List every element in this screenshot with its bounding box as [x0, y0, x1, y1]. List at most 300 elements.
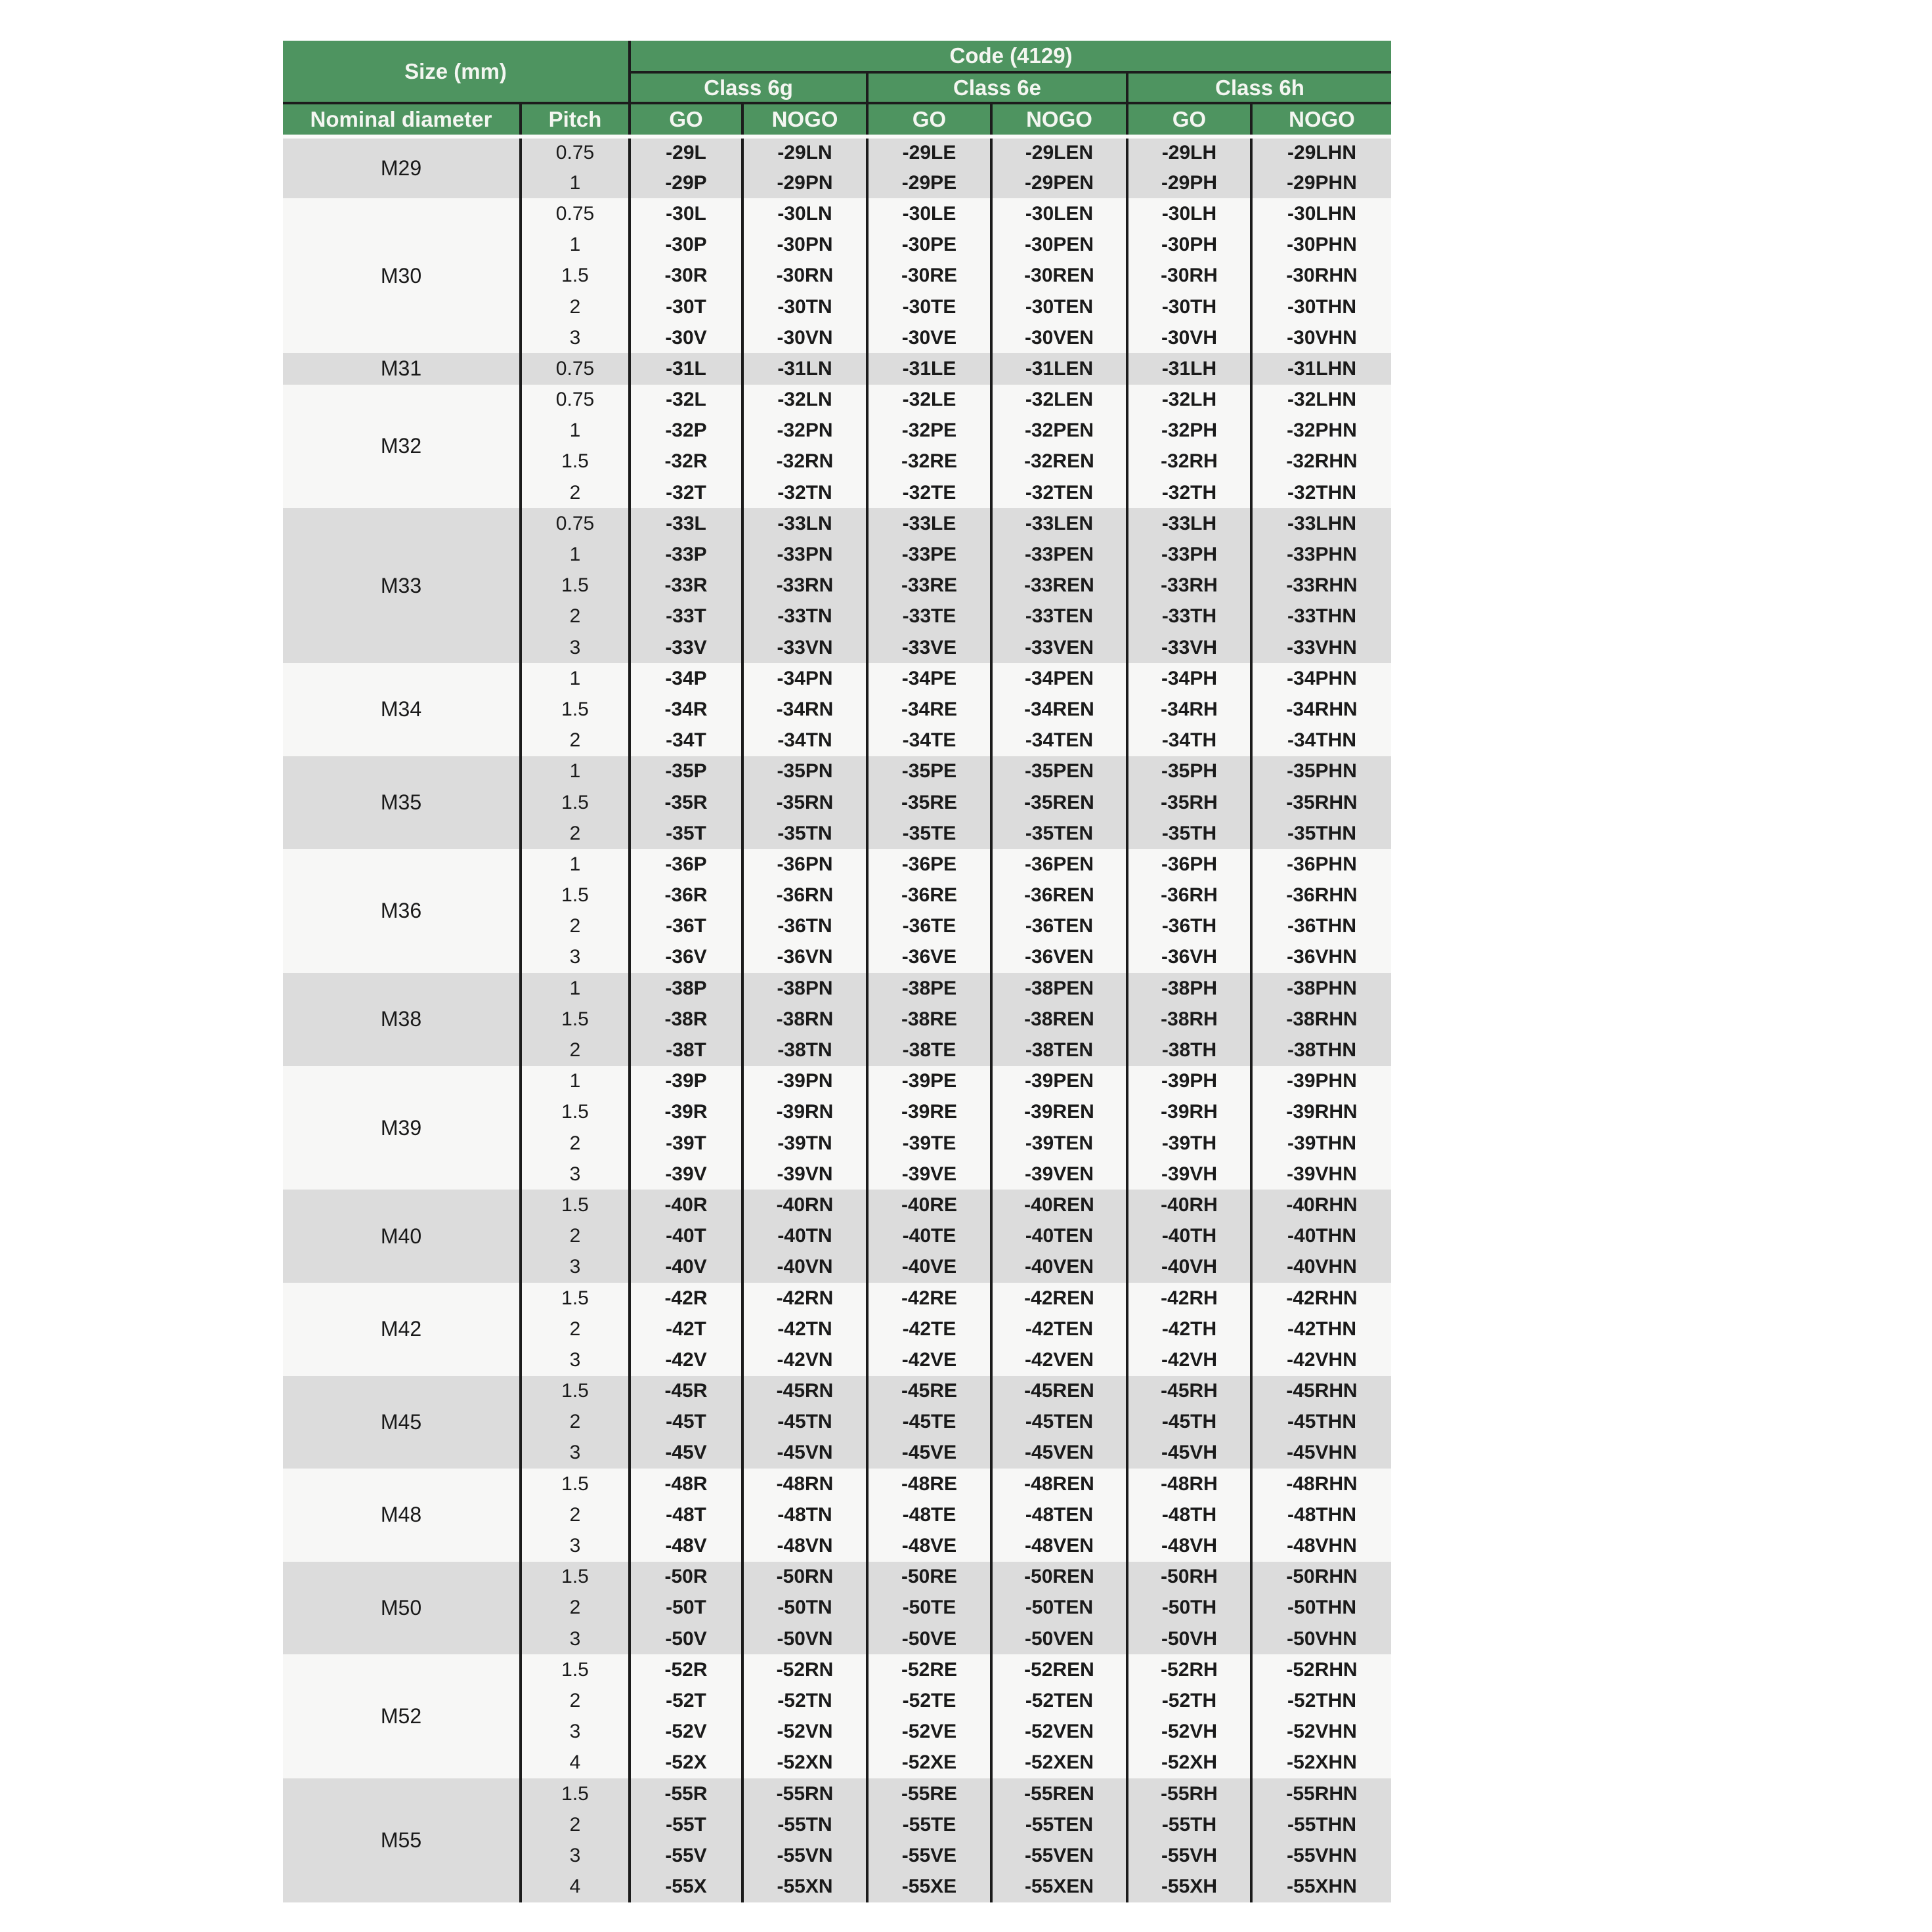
code-cell: -39TE [867, 1128, 991, 1159]
code-cell: -30PE [867, 230, 991, 261]
code-cell: -36TH [1127, 911, 1251, 942]
code-cell: -39T [630, 1128, 742, 1159]
header-row-columns [283, 103, 1391, 137]
code-cell: -55TE [867, 1809, 991, 1840]
code-cell: -42REN [991, 1283, 1127, 1314]
code-cell: -34TH [1127, 725, 1251, 756]
code-cell: -32PN [742, 416, 867, 446]
code-cell: -55THN [1251, 1809, 1391, 1840]
code-cell: -34RH [1127, 694, 1251, 725]
code-cell: -52RN [742, 1654, 867, 1685]
code-cell: -50VHN [1251, 1623, 1391, 1654]
code-cell: -32TN [742, 477, 867, 508]
code-cell: -52XHN [1251, 1748, 1391, 1778]
code-cell: -40VE [867, 1252, 991, 1283]
code-cell: -36VH [1127, 942, 1251, 973]
code-cell: -33T [630, 601, 742, 632]
table-row [283, 385, 1391, 416]
go-header-6e: GO [867, 103, 991, 137]
code-cell: -30TH [1127, 291, 1251, 322]
code-cell: -32PHN [1251, 416, 1391, 446]
diameter-cell: M55 [283, 1778, 521, 1902]
code-cell: -38TH [1127, 1035, 1251, 1065]
pitch-cell: 2 [521, 1128, 630, 1159]
code-cell: -48TN [742, 1499, 867, 1530]
header-row-size-code [283, 41, 1391, 72]
code-cell: -42TN [742, 1314, 867, 1344]
code-cell: -40V [630, 1252, 742, 1283]
code-cell: -33PH [1127, 539, 1251, 570]
table-row [283, 137, 1391, 167]
code-cell: -45THN [1251, 1407, 1391, 1438]
code-cell: -52XH [1127, 1748, 1251, 1778]
code-cell: -30V [630, 322, 742, 353]
code-cell: -55TEN [991, 1809, 1127, 1840]
table-row [283, 508, 1391, 539]
pitch-cell: 1.5 [521, 1469, 630, 1499]
code-cell: -40THN [1251, 1221, 1391, 1252]
code-cell: -38RN [742, 1004, 867, 1035]
table-row [283, 353, 1391, 384]
code-cell: -32TH [1127, 477, 1251, 508]
code-cell: -36RE [867, 880, 991, 911]
pitch-cell: 1 [521, 663, 630, 694]
code-cell: -30RHN [1251, 261, 1391, 291]
code-cell: -29PE [867, 167, 991, 198]
class-6h-header: Class 6h [1127, 72, 1391, 103]
pitch-cell: 0.75 [521, 198, 630, 229]
code-cell: -33TE [867, 601, 991, 632]
table-row [283, 1376, 1391, 1407]
code-cell: -45RN [742, 1376, 867, 1407]
code-cell: -32PE [867, 416, 991, 446]
code-cell: -39TN [742, 1128, 867, 1159]
pitch-cell: 3 [521, 1438, 630, 1469]
code-cell: -52RE [867, 1654, 991, 1685]
code-cell: -39VN [742, 1159, 867, 1190]
pitch-cell: 1.5 [521, 446, 630, 477]
code-cell: -36P [630, 849, 742, 880]
code-cell: -36THN [1251, 911, 1391, 942]
pitch-cell: 1 [521, 849, 630, 880]
pitch-cell: 1 [521, 973, 630, 1004]
code-cell: -29PH [1127, 167, 1251, 198]
code-cell: -50T [630, 1593, 742, 1623]
code-cell: -32RH [1127, 446, 1251, 477]
table-row [283, 1469, 1391, 1499]
code-cell: -48RN [742, 1469, 867, 1499]
diameter-cell: M50 [283, 1562, 521, 1655]
pitch-cell: 2 [521, 1685, 630, 1716]
code-cell: -34TEN [991, 725, 1127, 756]
code-cell: -32LH [1127, 385, 1251, 416]
code-cell: -48VH [1127, 1530, 1251, 1561]
code-cell: -45VN [742, 1438, 867, 1469]
pitch-cell: 3 [521, 1159, 630, 1190]
code-cell: -52XEN [991, 1748, 1127, 1778]
code-cell: -33V [630, 632, 742, 663]
pitch-cell: 3 [521, 632, 630, 663]
code-cell: -40TE [867, 1221, 991, 1252]
code-cell: -39PN [742, 1066, 867, 1097]
code-cell: -33REN [991, 570, 1127, 601]
table-row [283, 849, 1391, 880]
code-cell: -48RH [1127, 1469, 1251, 1499]
code-cell: -30LN [742, 198, 867, 229]
code-cell: -55VE [867, 1840, 991, 1871]
code-cell: -31LE [867, 353, 991, 384]
code-cell: -40REN [991, 1190, 1127, 1220]
diameter-cell: M36 [283, 849, 521, 973]
code-cell: -33VH [1127, 632, 1251, 663]
code-cell: -36RH [1127, 880, 1251, 911]
code-cell: -39RH [1127, 1097, 1251, 1128]
pitch-cell: 3 [521, 1252, 630, 1283]
code-cell: -39VH [1127, 1159, 1251, 1190]
table-row [283, 756, 1391, 787]
pitch-cell: 1.5 [521, 1376, 630, 1407]
code-cell: -55XEN [991, 1872, 1127, 1902]
code-cell: -36RN [742, 880, 867, 911]
code-cell: -35R [630, 787, 742, 818]
size-header: Size (mm) [283, 41, 630, 103]
code-cell: -40TH [1127, 1221, 1251, 1252]
pitch-cell: 2 [521, 1499, 630, 1530]
code-cell: -55VH [1127, 1840, 1251, 1871]
diameter-cell: M48 [283, 1469, 521, 1562]
code-cell: -52RH [1127, 1654, 1251, 1685]
code-header: Code (4129) [630, 41, 1391, 72]
code-cell: -32L [630, 385, 742, 416]
code-cell: -32LN [742, 385, 867, 416]
code-cell: -38P [630, 973, 742, 1004]
code-cell: -35RN [742, 787, 867, 818]
pitch-cell: 1.5 [521, 880, 630, 911]
code-cell: -39REN [991, 1097, 1127, 1128]
code-cell: -29PHN [1251, 167, 1391, 198]
code-cell: -38RH [1127, 1004, 1251, 1035]
pitch-cell: 2 [521, 1221, 630, 1252]
code-cell: -45TN [742, 1407, 867, 1438]
code-cell: -40RHN [1251, 1190, 1391, 1220]
diameter-cell: M39 [283, 1066, 521, 1190]
go-header-6h: GO [1127, 103, 1251, 137]
code-cell: -39RE [867, 1097, 991, 1128]
code-cell: -52VHN [1251, 1717, 1391, 1748]
pitch-cell: 1 [521, 230, 630, 261]
pitch-cell: 2 [521, 818, 630, 849]
class-6e-header: Class 6e [867, 72, 1127, 103]
code-cell: -36PN [742, 849, 867, 880]
pitch-cell: 3 [521, 1840, 630, 1871]
code-cell: -35PHN [1251, 756, 1391, 787]
code-cell: -35RH [1127, 787, 1251, 818]
code-cell: -30LH [1127, 198, 1251, 229]
pitch-cell: 1.5 [521, 694, 630, 725]
code-cell: -34P [630, 663, 742, 694]
code-cell: -35TEN [991, 818, 1127, 849]
code-cell: -36VE [867, 942, 991, 973]
code-cell: -40VH [1127, 1252, 1251, 1283]
code-cell: -42RHN [1251, 1283, 1391, 1314]
code-cell: -52RHN [1251, 1654, 1391, 1685]
code-cell: -30LEN [991, 198, 1127, 229]
table-body [283, 137, 1391, 1902]
diameter-cell: M30 [283, 198, 521, 353]
code-cell: -50REN [991, 1562, 1127, 1593]
code-cell: -39THN [1251, 1128, 1391, 1159]
code-cell: -42VN [742, 1344, 867, 1375]
pitch-cell: 4 [521, 1748, 630, 1778]
pitch-cell: 3 [521, 322, 630, 353]
code-cell: -55RHN [1251, 1778, 1391, 1809]
code-cell: -30VN [742, 322, 867, 353]
code-cell: -39R [630, 1097, 742, 1128]
code-cell: -38RE [867, 1004, 991, 1035]
code-cell: -42VE [867, 1344, 991, 1375]
code-cell: -31LEN [991, 353, 1127, 384]
code-cell: -52XN [742, 1748, 867, 1778]
code-cell: -50THN [1251, 1593, 1391, 1623]
pitch-cell: 2 [521, 1314, 630, 1344]
code-cell: -35P [630, 756, 742, 787]
table-row [283, 1778, 1391, 1809]
code-cell: -48R [630, 1469, 742, 1499]
code-cell: -45RH [1127, 1376, 1251, 1407]
code-cell: -40TEN [991, 1221, 1127, 1252]
code-cell: -55RE [867, 1778, 991, 1809]
code-cell: -50TN [742, 1593, 867, 1623]
code-cell: -52VH [1127, 1717, 1251, 1748]
table-row [283, 1066, 1391, 1097]
code-cell: -42R [630, 1283, 742, 1314]
pitch-cell: 2 [521, 911, 630, 942]
code-cell: -55REN [991, 1778, 1127, 1809]
pitch-cell: 2 [521, 1593, 630, 1623]
code-cell: -52XE [867, 1748, 991, 1778]
code-cell: -30PEN [991, 230, 1127, 261]
code-cell: -33LHN [1251, 508, 1391, 539]
code-cell: -36TE [867, 911, 991, 942]
code-cell: -34RHN [1251, 694, 1391, 725]
code-cell: -55XHN [1251, 1872, 1391, 1902]
code-cell: -55TH [1127, 1809, 1251, 1840]
code-cell: -55TN [742, 1809, 867, 1840]
code-cell: -52X [630, 1748, 742, 1778]
code-cell: -45R [630, 1376, 742, 1407]
code-cell: -34RN [742, 694, 867, 725]
pitch-cell: 1.5 [521, 1562, 630, 1593]
code-cell: -29LN [742, 137, 867, 167]
code-cell: -32PH [1127, 416, 1251, 446]
code-cell: -55XN [742, 1872, 867, 1902]
code-cell: -50TEN [991, 1593, 1127, 1623]
code-cell: -55VEN [991, 1840, 1127, 1871]
diameter-cell: M38 [283, 973, 521, 1066]
code-cell: -39VEN [991, 1159, 1127, 1190]
code-cell: -45TE [867, 1407, 991, 1438]
code-cell: -32T [630, 477, 742, 508]
code-cell: -33RE [867, 570, 991, 601]
code-cell: -30PN [742, 230, 867, 261]
code-cell: -36VHN [1251, 942, 1391, 973]
code-cell: -32LHN [1251, 385, 1391, 416]
pitch-cell: 1 [521, 539, 630, 570]
code-cell: -30TEN [991, 291, 1127, 322]
code-cell: -40VN [742, 1252, 867, 1283]
code-cell: -50TE [867, 1593, 991, 1623]
code-cell: -32TE [867, 477, 991, 508]
nominal-diameter-header: Nominal diameter [283, 103, 521, 137]
pitch-cell: 1.5 [521, 787, 630, 818]
diameter-cell: M42 [283, 1283, 521, 1376]
code-cell: -48TE [867, 1499, 991, 1530]
code-cell: -32RHN [1251, 446, 1391, 477]
code-cell: -52REN [991, 1654, 1127, 1685]
code-cell: -30PHN [1251, 230, 1391, 261]
pitch-cell: 2 [521, 1035, 630, 1065]
code-cell: -29PN [742, 167, 867, 198]
code-cell: -32LE [867, 385, 991, 416]
code-cell: -33PN [742, 539, 867, 570]
code-cell: -38PN [742, 973, 867, 1004]
code-cell: -35T [630, 818, 742, 849]
code-cell: -29PEN [991, 167, 1127, 198]
code-cell: -29L [630, 137, 742, 167]
code-cell: -45VE [867, 1438, 991, 1469]
code-cell: -45VEN [991, 1438, 1127, 1469]
code-cell: -52VE [867, 1717, 991, 1748]
code-cell: -36PH [1127, 849, 1251, 880]
code-cell: -50TH [1127, 1593, 1251, 1623]
code-cell: -33VE [867, 632, 991, 663]
code-cell: -39RHN [1251, 1097, 1391, 1128]
pitch-cell: 2 [521, 1407, 630, 1438]
code-cell: -42T [630, 1314, 742, 1344]
pitch-cell: 1.5 [521, 1778, 630, 1809]
code-cell: -50R [630, 1562, 742, 1593]
diameter-cell: M32 [283, 385, 521, 509]
diameter-cell: M34 [283, 663, 521, 756]
code-cell: -48TEN [991, 1499, 1127, 1530]
code-cell: -40TN [742, 1221, 867, 1252]
table-row [283, 1654, 1391, 1685]
code-cell: -30R [630, 261, 742, 291]
code-cell: -33THN [1251, 601, 1391, 632]
pitch-cell: 1.5 [521, 1190, 630, 1220]
code-cell: -48RE [867, 1469, 991, 1499]
code-cell: -33RHN [1251, 570, 1391, 601]
code-cell: -32REN [991, 446, 1127, 477]
code-cell: -32LEN [991, 385, 1127, 416]
code-cell: -32THN [1251, 477, 1391, 508]
code-cell: -50VH [1127, 1623, 1251, 1654]
code-cell: -38THN [1251, 1035, 1391, 1065]
code-cell: -48RHN [1251, 1469, 1391, 1499]
code-cell: -35TH [1127, 818, 1251, 849]
code-cell: -48VE [867, 1530, 991, 1561]
code-cell: -32PEN [991, 416, 1127, 446]
code-cell: -34THN [1251, 725, 1391, 756]
code-cell: -32RN [742, 446, 867, 477]
code-cell: -33PEN [991, 539, 1127, 570]
code-cell: -45V [630, 1438, 742, 1469]
code-cell: -55XE [867, 1872, 991, 1902]
code-cell: -55XH [1127, 1872, 1251, 1902]
code-cell: -38TN [742, 1035, 867, 1065]
code-cell: -40VEN [991, 1252, 1127, 1283]
code-cell: -45VH [1127, 1438, 1251, 1469]
code-cell: -36T [630, 911, 742, 942]
code-cell: -45RE [867, 1376, 991, 1407]
pitch-cell: 3 [521, 1530, 630, 1561]
code-cell: -48V [630, 1530, 742, 1561]
code-cell: -50RN [742, 1562, 867, 1593]
pitch-cell: 0.75 [521, 353, 630, 384]
code-cell: -29P [630, 167, 742, 198]
code-cell: -39RN [742, 1097, 867, 1128]
code-cell: -55VHN [1251, 1840, 1391, 1871]
code-cell: -42TH [1127, 1314, 1251, 1344]
code-cell: -55X [630, 1872, 742, 1902]
code-cell: -39TH [1127, 1128, 1251, 1159]
code-cell: -36TN [742, 911, 867, 942]
code-cell: -30T [630, 291, 742, 322]
code-cell: -55RN [742, 1778, 867, 1809]
code-cell: -30P [630, 230, 742, 261]
code-cell: -50RHN [1251, 1562, 1391, 1593]
pitch-cell: 4 [521, 1872, 630, 1902]
pitch-header: Pitch [521, 103, 630, 137]
code-cell: -50VE [867, 1623, 991, 1654]
code-cell: -36RHN [1251, 880, 1391, 911]
code-cell: -36REN [991, 880, 1127, 911]
code-cell: -36PEN [991, 849, 1127, 880]
pitch-cell: 3 [521, 942, 630, 973]
thread-gauge-code-table [283, 41, 1391, 1902]
pitch-cell: 1.5 [521, 1097, 630, 1128]
code-cell: -55RH [1127, 1778, 1251, 1809]
code-cell: -45TH [1127, 1407, 1251, 1438]
code-cell: -52TH [1127, 1685, 1251, 1716]
code-cell: -52V [630, 1717, 742, 1748]
code-cell: -38RHN [1251, 1004, 1391, 1035]
code-cell: -34TN [742, 725, 867, 756]
code-cell: -38TEN [991, 1035, 1127, 1065]
code-cell: -34R [630, 694, 742, 725]
code-cell: -34T [630, 725, 742, 756]
code-cell: -34RE [867, 694, 991, 725]
pitch-cell: 1 [521, 167, 630, 198]
code-cell: -42TE [867, 1314, 991, 1344]
code-cell: -36R [630, 880, 742, 911]
code-cell: -42RH [1127, 1283, 1251, 1314]
diameter-cell: M31 [283, 353, 521, 384]
code-cell: -35TE [867, 818, 991, 849]
code-cell: -35PN [742, 756, 867, 787]
code-cell: -35TN [742, 818, 867, 849]
pitch-cell: 3 [521, 1344, 630, 1375]
code-cell: -29LE [867, 137, 991, 167]
pitch-cell: 1 [521, 1066, 630, 1097]
code-cell: -42TEN [991, 1314, 1127, 1344]
code-cell: -42VEN [991, 1344, 1127, 1375]
code-cell: -45VHN [1251, 1438, 1391, 1469]
code-cell: -35RHN [1251, 787, 1391, 818]
code-cell: -39PE [867, 1066, 991, 1097]
code-cell: -35PH [1127, 756, 1251, 787]
code-cell: -39VHN [1251, 1159, 1391, 1190]
